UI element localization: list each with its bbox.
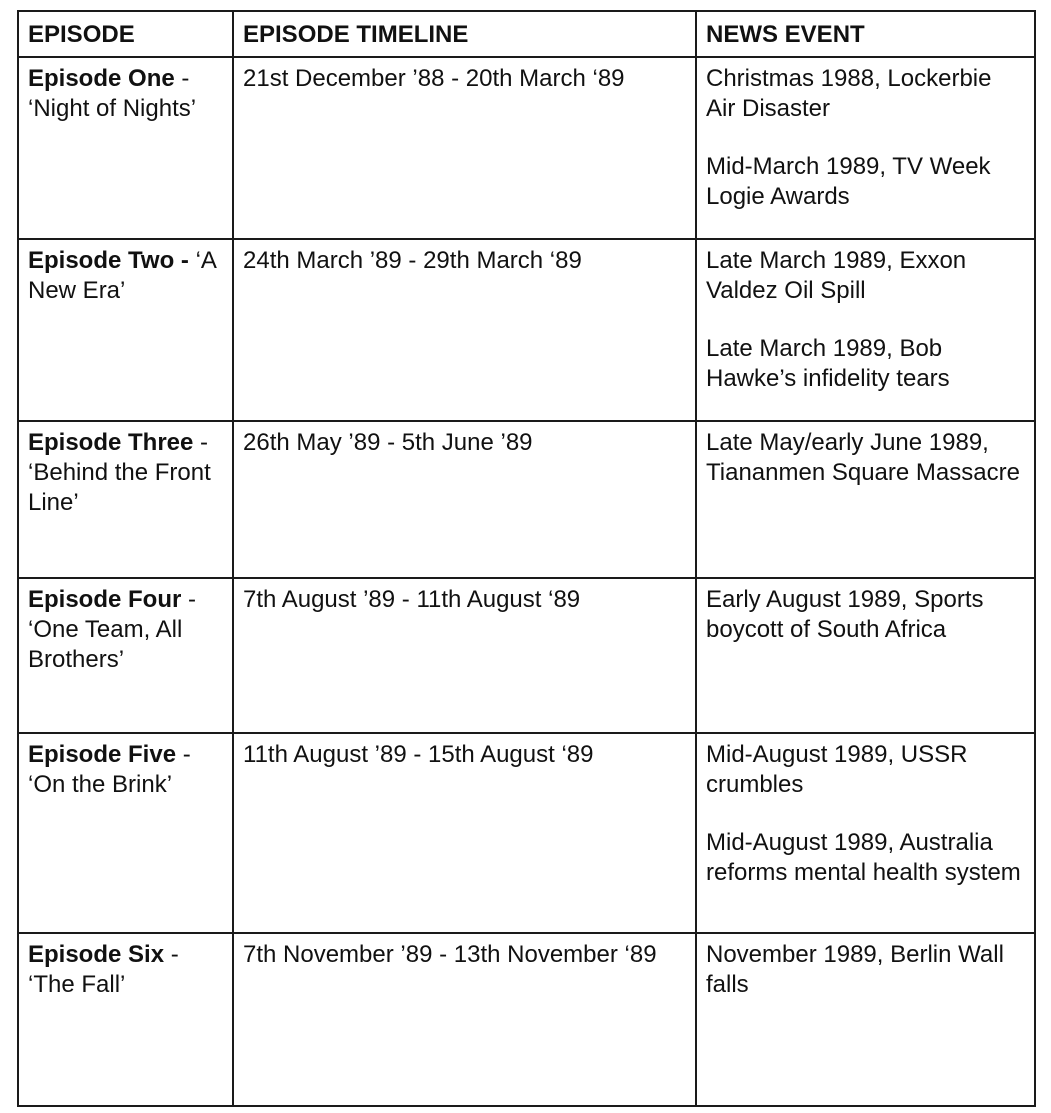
header-episode-timeline: EPISODE TIMELINE	[233, 11, 696, 57]
episode-dash: -	[181, 586, 197, 613]
episode-name: Episode One	[28, 65, 175, 92]
episode-cell	[18, 239, 233, 421]
episode-title: ‘A New Era’	[28, 247, 216, 304]
news-event: Late May/early June 1989, Tiananmen Square Massacre	[706, 429, 1020, 486]
news-event-cell	[696, 239, 1035, 421]
episode-dash: -	[193, 429, 209, 456]
table-row	[18, 733, 1035, 933]
timeline-cell: 24th March ’89 - 29th March ‘89	[233, 239, 696, 421]
episode-cell	[18, 933, 233, 1106]
episode-name: Episode Three	[28, 429, 194, 456]
news-event: Mid-August 1989, Australia reforms mental health system	[706, 829, 1021, 886]
episode-cell	[18, 421, 233, 578]
news-event-cell	[696, 57, 1035, 239]
episode-title: ‘Night of Nights’	[28, 95, 197, 122]
table-row	[18, 57, 1035, 239]
timeline-cell: 7th November ’89 - 13th November ‘89	[233, 933, 696, 1106]
episode-title: ‘One Team, All Brothers’	[28, 616, 183, 673]
episode-cell	[18, 733, 233, 933]
news-event-cell	[696, 933, 1035, 1106]
episode-timeline-table	[17, 10, 1036, 1107]
timeline-cell: 11th August ’89 - 15th August ‘89	[233, 733, 696, 933]
episode-name: Episode Four	[28, 586, 182, 613]
news-event: Christmas 1988, Lockerbie Air Disaster	[706, 65, 992, 122]
table-row	[18, 421, 1035, 578]
news-event-cell	[696, 421, 1035, 578]
news-event-cell	[696, 733, 1035, 933]
episode-dash: -	[174, 247, 189, 274]
episode-title: ‘On the Brink’	[28, 771, 173, 798]
news-event: Mid-March 1989, TV Week Logie Awards	[706, 153, 991, 210]
news-event: Early August 1989, Sports boycott of South Africa	[706, 586, 984, 643]
episode-cell	[18, 578, 233, 733]
table-row	[18, 578, 1035, 733]
timeline-cell: 7th August ’89 - 11th August ‘89	[233, 578, 696, 733]
episode-title: ‘The Fall’	[28, 971, 126, 998]
timeline-cell: 21st December ’88 - 20th March ‘89	[233, 57, 696, 239]
news-event: Mid-August 1989, USSR crumbles	[706, 741, 968, 798]
episode-name: Episode Two	[28, 247, 175, 274]
table-row	[18, 239, 1035, 421]
timeline-cell: 26th May ’89 - 5th June ’89	[233, 421, 696, 578]
episode-cell	[18, 57, 233, 239]
news-event-cell	[696, 578, 1035, 733]
header-news-event: NEWS EVENT	[696, 11, 1035, 57]
header-episode: EPISODE	[18, 11, 233, 57]
episode-dash: -	[176, 741, 191, 768]
episode-title: ‘Behind the Front Line’	[28, 459, 211, 516]
news-event: November 1989, Berlin Wall falls	[706, 941, 1004, 998]
table-row	[18, 933, 1035, 1106]
episode-name: Episode Six	[28, 941, 165, 968]
episode-dash: -	[174, 65, 190, 92]
header-row	[18, 11, 1035, 57]
news-event: Late March 1989, Bob Hawke’s infidelity tears	[706, 335, 950, 392]
episode-dash: -	[164, 941, 179, 968]
episode-name: Episode Five	[28, 741, 177, 768]
news-event: Late March 1989, Exxon Valdez Oil Spill	[706, 247, 967, 304]
